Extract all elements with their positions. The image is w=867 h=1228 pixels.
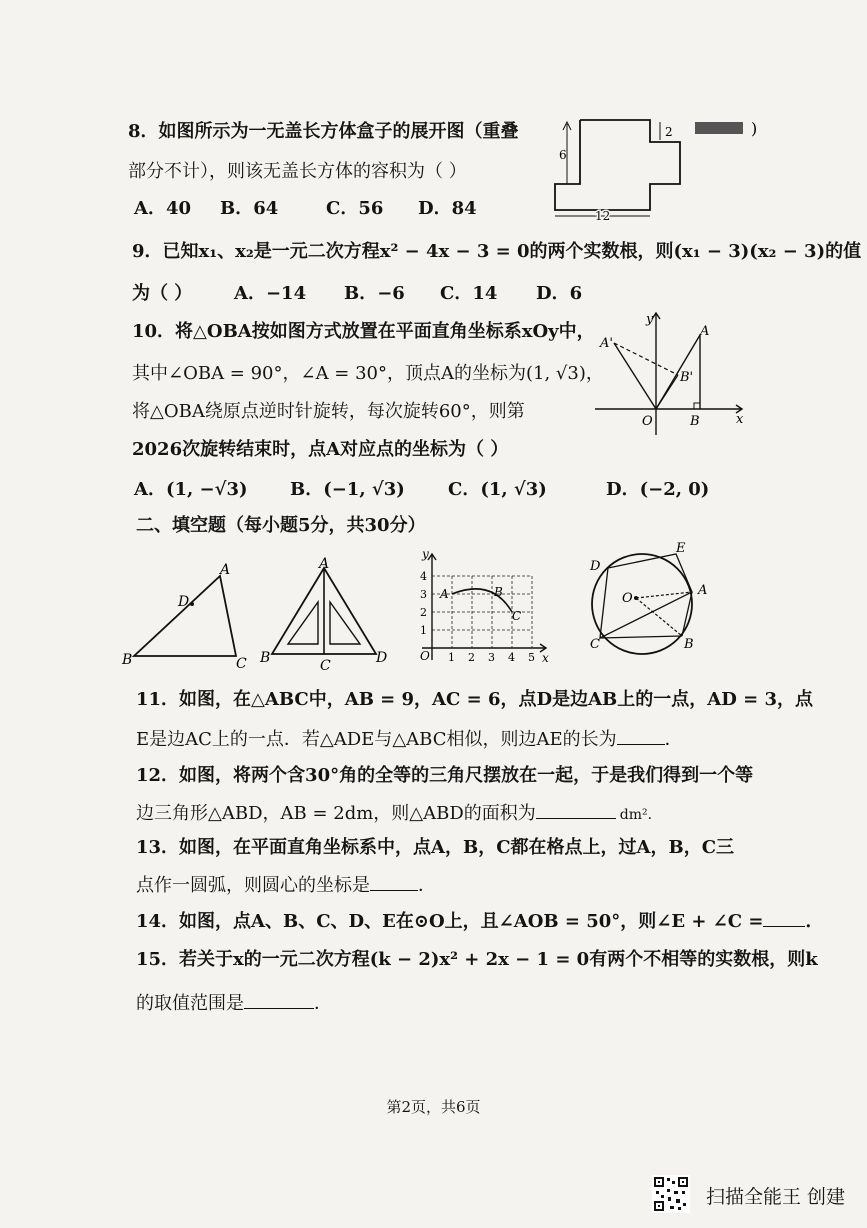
q14-line1: 14．如图，点A、B、C、D、E在⊙O上，且∠AOB = 50°，则∠E + ∠C = ．: [136, 908, 823, 934]
fig14-a-label: A: [698, 583, 708, 598]
fig12-b-label: B: [260, 650, 271, 666]
fig13-ytick-3: 3: [420, 588, 427, 601]
q10-b-label: B: [690, 414, 700, 429]
q10-line1: 10．将△OBA按如图方式放置在平面直角坐标系xOy中，: [132, 321, 595, 342]
fig13-ytick-1: 1: [420, 624, 427, 637]
q13-line2: 点作一圆弧，则圆心的坐标是 ．: [136, 872, 436, 898]
q11-line2: E是边AC上的一点．若△ADE与△ABC相似，则边AE的长为 ．: [136, 726, 683, 752]
q8-label-12: 12: [595, 209, 611, 222]
q13-grid-figure: [412, 548, 558, 672]
fig13-xtick-5: 5: [528, 651, 535, 664]
q8-line2: 部分不计），则该无盖长方体的容积为（ ）: [128, 161, 467, 182]
q8-box-net-figure: [545, 112, 765, 222]
q9-choice-d: D．6: [536, 283, 583, 304]
fig13-xtick-4: 4: [508, 651, 515, 664]
q8-label-2: 2: [665, 125, 673, 139]
q8-choice-a: A．40: [134, 198, 192, 219]
fig13-xtick-3: 3: [488, 651, 495, 664]
q15-answer-blank[interactable]: [244, 990, 314, 1009]
q9-choice-b: B．−6: [344, 283, 405, 304]
fig11-b-label: B: [122, 652, 133, 668]
q10-line2: 其中∠OBA = 90°，∠A = 30°，顶点A的坐标为(1, √3)，: [132, 363, 604, 384]
q11-answer-blank[interactable]: [617, 726, 665, 745]
q10-x-label: x: [736, 412, 744, 427]
q9-choice-a: A．−14: [234, 283, 307, 304]
q10-coordinate-figure: [590, 305, 750, 440]
q8-choice-b: B．64: [220, 198, 279, 219]
q8-paren: ): [751, 119, 758, 138]
q8-label-6: 6: [559, 148, 567, 162]
q14-answer-blank[interactable]: [763, 908, 805, 927]
q10-line3: 将△OBA绕原点逆时针旋转，每次旋转60°，则第: [132, 401, 525, 422]
fig13-origin-label: O: [420, 649, 430, 663]
section2-title: 二、填空题（每小题5分，共30分）: [136, 515, 426, 536]
q10-origin-label: O: [642, 414, 653, 429]
fig13-xtick-2: 2: [468, 651, 475, 664]
q10-a1-label: A': [600, 336, 613, 351]
q10-y-label: y: [646, 312, 654, 327]
fig11-c-label: C: [236, 656, 247, 672]
q11-line1: 11．如图，在△ABC中，AB = 9，AC = 6，点D是边AB上的一点，AD = 3，点: [136, 689, 813, 710]
fig13-ytick-2: 2: [420, 606, 427, 619]
q12-line1: 12．如图，将两个含30°角的全等的三角尺摆放在一起，于是我们得到一个等: [136, 765, 754, 786]
q10-b1-label: B': [680, 370, 694, 385]
q8-choice-c: C．56: [326, 198, 384, 219]
q13-line1: 13．如图，在平面直角坐标系中，点A，B，C都在格点上，过A，B，C三: [136, 837, 735, 858]
q11-triangle-figure: [120, 560, 260, 672]
fig13-a-label: A: [440, 587, 449, 601]
fig11-a-label: A: [220, 562, 231, 578]
q10-a-label: A: [700, 324, 710, 339]
q12-line2: 边三角形△ABD，AB = 2dm，则△ABD的面积为 dm²．: [136, 800, 662, 827]
fig14-d-label: D: [590, 559, 601, 574]
fig13-ytick-4: 4: [420, 570, 427, 583]
qr-code-icon: [652, 1175, 690, 1213]
q15-line1: 15．若关于x的一元二次方程(k − 2)x² + 2x − 1 = 0有两个不相等的实数根，则k: [136, 949, 818, 970]
q12-set-squares-figure: [258, 556, 398, 674]
fig14-b-label: B: [684, 637, 694, 652]
q8-line1: 8．如图所示为一无盖长方体盒子的展开图（重叠: [128, 121, 519, 142]
fig14-c-label: C: [590, 637, 600, 652]
q10-choice-c: C．(1, √3): [448, 479, 547, 500]
q13-answer-blank[interactable]: [370, 872, 418, 891]
fig14-e-label: E: [676, 541, 686, 556]
page-number: 第2页，共6页: [386, 1098, 481, 1116]
scanner-watermark: 扫描全能王 创建: [706, 1186, 846, 1208]
fig14-o-label: O: [622, 591, 633, 606]
q14-circle-figure: [578, 540, 714, 676]
q10-choice-d: D．(−2, 0): [606, 479, 710, 500]
q10-line4: 2026次旋转结束时，点A对应点的坐标为（ ）: [132, 439, 509, 460]
q8-choice-d: D．84: [418, 198, 477, 219]
q8-redacted-mark: [695, 122, 743, 134]
fig12-a-label: A: [319, 556, 330, 572]
q10-choice-a: A．(1, −√3): [134, 479, 248, 500]
q10-choice-b: B．(−1, √3): [290, 479, 405, 500]
fig12-d-label: D: [376, 650, 388, 666]
fig13-x-label: x: [542, 651, 549, 665]
q9-line1: 9．已知x₁、x₂是一元二次方程x² − 4x − 3 = 0的两个实数根，则(x₁ − 3)(x₂ − 3)的值: [132, 241, 862, 262]
q9-choice-c: C．14: [440, 283, 498, 304]
q9-line2: 为（ ）: [132, 283, 193, 304]
fig13-b-label: B: [494, 585, 503, 599]
fig11-d-label: D: [178, 594, 190, 610]
fig12-c-label: C: [320, 658, 331, 674]
q15-line2: 的取值范围是 ．: [136, 990, 332, 1016]
fig13-y-label: y: [422, 548, 429, 561]
q12-answer-blank[interactable]: [536, 800, 616, 819]
fig13-c-label: C: [512, 609, 522, 623]
fig13-xtick-1: 1: [448, 651, 455, 664]
